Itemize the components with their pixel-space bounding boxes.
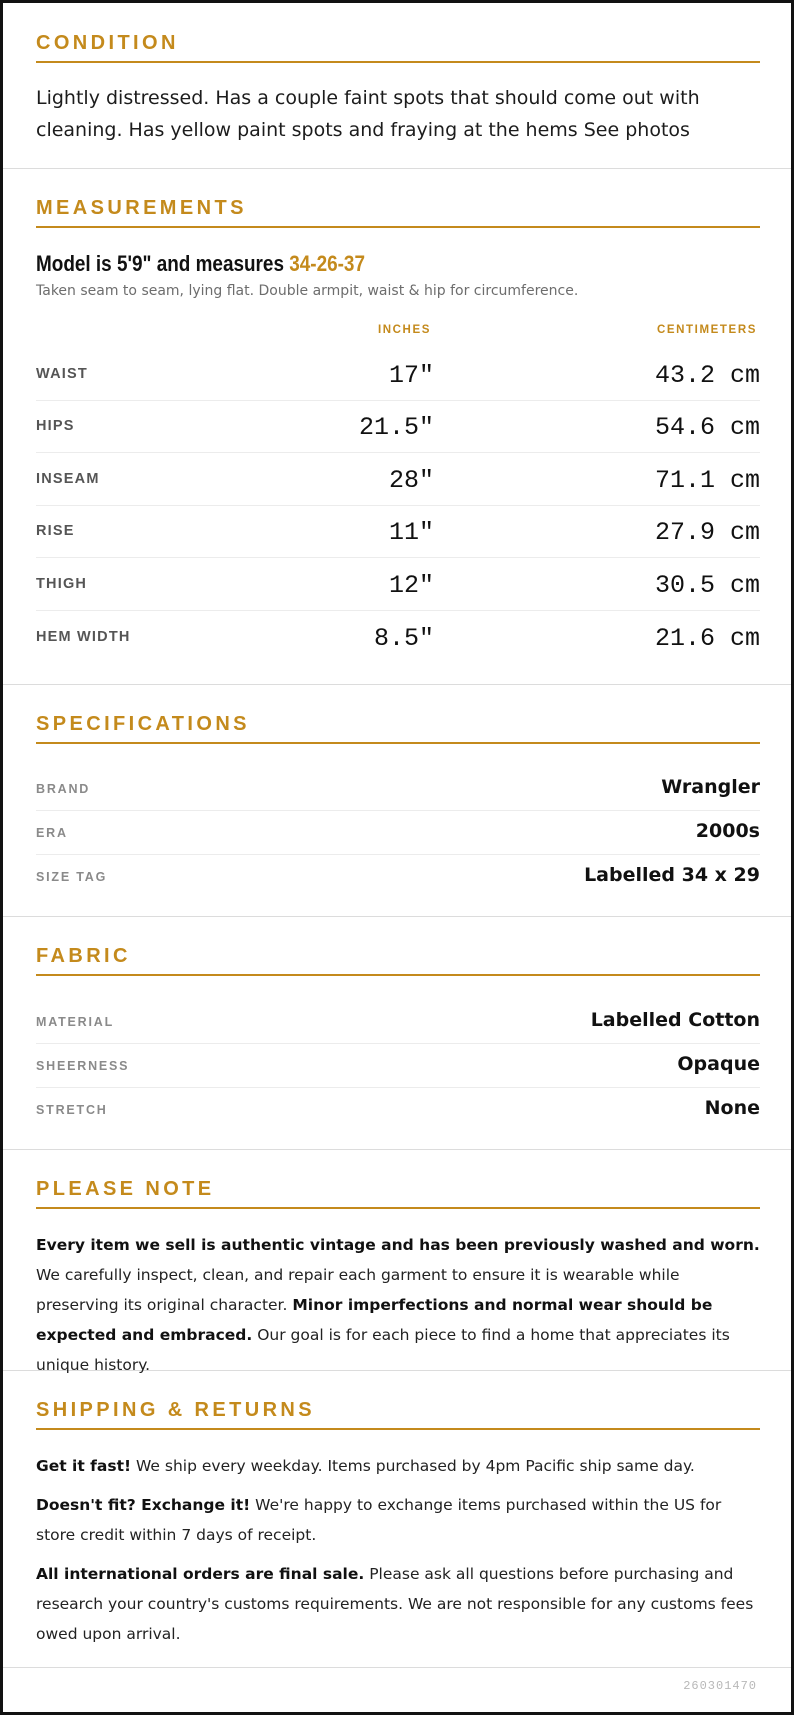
measurement-cm: 43.2 cm xyxy=(654,361,760,390)
exchange-bold: Doesn't fit? Exchange it! xyxy=(36,1496,251,1514)
measurement-row-thigh xyxy=(36,559,760,611)
note-text-goal: Our goal is for each piece to find a home that appreciates its unique history. xyxy=(36,1326,730,1374)
shipping-fast-text: We ship every weekday. Items purchased by 4pm Pacific ship same day. xyxy=(131,1457,695,1475)
spec-value: 2000s xyxy=(695,820,760,842)
shipping-fast-paragraph xyxy=(36,1451,760,1481)
fabric-value: Labelled Cotton xyxy=(590,1009,760,1031)
measurement-label: RISE xyxy=(36,523,75,539)
measurement-inches: 17" xyxy=(388,361,434,390)
measurement-label: HIPS xyxy=(36,418,75,434)
fabric-value: None xyxy=(704,1097,760,1119)
specifications-section xyxy=(3,685,791,917)
measurement-inches: 28" xyxy=(388,466,434,495)
please-note-text xyxy=(36,1230,760,1380)
fabric-row-material xyxy=(36,1000,760,1044)
note-bold-imperfections: Minor imperfections and normal wear should be expected and embraced. xyxy=(36,1296,713,1344)
fabric-row-stretch xyxy=(36,1088,760,1132)
exchange-text: We're happy to exchange items purchased within the US for store credit within 7 days of receipt. xyxy=(36,1496,722,1544)
spec-label: SIZE TAG xyxy=(36,870,108,884)
note-text-inspect: We carefully inspect, clean, and repair each garment to ensure it is wearable while preserving its original character. xyxy=(36,1266,680,1314)
international-paragraph xyxy=(36,1559,760,1649)
fabric-value: Opaque xyxy=(677,1053,760,1075)
measurement-instructions: Taken seam to seam, lying flat. Double armpit, waist & hip for circumference. xyxy=(36,283,579,299)
note-bold-authentic: Every item we sell is authentic vintage and has been previously washed and worn. xyxy=(36,1236,760,1254)
inches-column-header: INCHES xyxy=(377,324,431,336)
fabric-heading: FABRIC xyxy=(36,944,760,976)
measurement-inches: 8.5" xyxy=(373,624,434,653)
measurement-label: WAIST xyxy=(36,366,88,382)
fabric-label: STRETCH xyxy=(36,1103,108,1117)
model-measurements xyxy=(36,251,365,277)
measurement-cm: 30.5 cm xyxy=(654,571,760,600)
fabric-row-sheerness xyxy=(36,1044,760,1088)
measurement-label: HEM WIDTH xyxy=(36,629,131,645)
spec-value: Labelled 34 x 29 xyxy=(584,864,760,886)
fabric-section xyxy=(3,917,791,1150)
specifications-heading: SPECIFICATIONS xyxy=(36,712,760,744)
measurement-row-rise xyxy=(36,506,760,558)
item-code: 260301470 xyxy=(683,1679,757,1693)
measurement-inches: 12" xyxy=(388,571,434,600)
measurement-row-inseam xyxy=(36,454,760,506)
measurement-label: THIGH xyxy=(36,576,88,592)
shipping-returns-section xyxy=(3,1371,791,1668)
spec-value: Wrangler xyxy=(661,776,760,798)
spec-label: ERA xyxy=(36,826,68,840)
model-prefix: Model is 5'9" and measures xyxy=(36,251,290,276)
spec-label: BRAND xyxy=(36,782,91,796)
international-text: Please ask all questions before purchasing and research your country's customs requirements. We are not responsible for any customs fees owed upon arrival. xyxy=(36,1565,754,1643)
spec-row-era xyxy=(36,811,760,855)
spec-row-brand xyxy=(36,767,760,811)
measurement-label: INSEAM xyxy=(36,471,100,487)
please-note-section xyxy=(3,1150,791,1374)
measurement-row-waist xyxy=(36,349,760,401)
measurement-cm: 54.6 cm xyxy=(654,413,760,442)
measurement-row-hips xyxy=(36,401,760,453)
international-bold: All international orders are final sale. xyxy=(36,1565,365,1583)
exchange-paragraph xyxy=(36,1490,760,1550)
shipping-returns-heading: SHIPPING & RETURNS xyxy=(36,1398,760,1430)
measurement-row-hem-width xyxy=(36,612,760,664)
condition-heading: CONDITION xyxy=(36,31,760,63)
model-measures-value: 34-26-37 xyxy=(289,251,365,276)
measurement-inches: 21.5" xyxy=(358,413,434,442)
please-note-heading: PLEASE NOTE xyxy=(36,1177,760,1209)
measurements-heading: MEASUREMENTS xyxy=(36,196,760,228)
measurement-inches: 11" xyxy=(388,518,434,547)
spec-row-size-tag xyxy=(36,855,760,899)
shipping-fast-bold: Get it fast! xyxy=(36,1457,132,1475)
condition-section xyxy=(3,3,791,169)
measurement-cm: 21.6 cm xyxy=(654,624,760,653)
centimeters-column-header: CENTIMETERS xyxy=(656,324,757,336)
measurement-cm: 27.9 cm xyxy=(654,518,760,547)
fabric-label: SHEERNESS xyxy=(36,1059,130,1073)
measurements-section xyxy=(3,169,791,685)
condition-text: Lightly distressed. Has a couple faint spots that should come out with cleaning. Has yellow paint spots and fraying at the hems See photos xyxy=(36,87,700,141)
fabric-label: MATERIAL xyxy=(36,1015,115,1029)
measurement-cm: 71.1 cm xyxy=(654,466,760,495)
